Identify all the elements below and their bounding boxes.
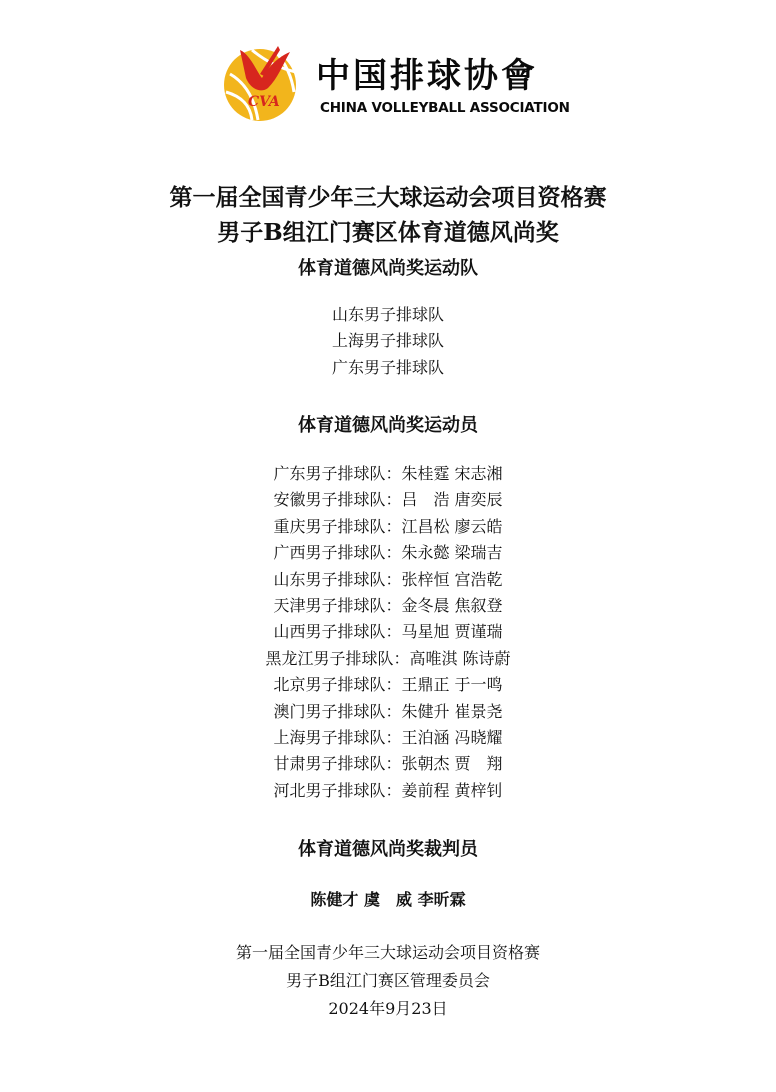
teams-heading: 体育道德风尚奖运动队	[298, 258, 478, 279]
separator: ：	[385, 464, 402, 483]
list-item: 广东男子排球队	[331, 357, 444, 377]
list-item	[0, 593, 776, 619]
team-name: 山西男子排球队	[273, 622, 386, 642]
athlete-names: 江昌松 廖云皓	[401, 516, 503, 536]
athlete-names: 马星旭 贾谨瑞	[401, 622, 503, 642]
separator: ：	[385, 569, 402, 589]
referees-heading: 体育道德风尚奖裁判员	[298, 839, 478, 860]
separator: ：	[385, 516, 402, 536]
separator: ：	[385, 622, 402, 642]
list-item	[0, 619, 776, 645]
team-name: 澳门男子排球队	[273, 701, 386, 721]
team-list	[0, 302, 776, 381]
team-name: 山东男子排球队	[273, 569, 386, 589]
referee-names: 陈健才 虞 威 李昕霖	[310, 890, 466, 909]
association-name-cn: 中国排球协會	[316, 56, 538, 96]
document-title-line2: 男子B组江门赛区体育道德风尚奖	[217, 219, 559, 246]
separator: ：	[385, 490, 402, 510]
list-item	[0, 646, 776, 672]
athlete-names: 朱健升 崔景尧	[401, 701, 503, 721]
list-item	[0, 540, 776, 566]
athlete-names: 张梓恒 宫浩乾	[401, 569, 503, 589]
athlete-names: 金冬晨 焦叙登	[401, 595, 503, 615]
list-item	[0, 672, 776, 698]
list-item	[0, 567, 776, 593]
athlete-names: 姜前程 黄梓钊	[401, 780, 503, 800]
cva-logo	[220, 44, 570, 124]
team-name: 广东男子排球队	[273, 464, 386, 483]
list-item: 山东男子排球队	[331, 305, 444, 324]
team-name: 甘肃男子排球队	[273, 754, 386, 774]
separator: ：	[385, 780, 402, 800]
team-name: 重庆男子排球队	[273, 516, 386, 536]
athlete-names: 高唯淇 陈诗蔚	[409, 648, 511, 668]
separator: ：	[385, 543, 402, 563]
athlete-names: 朱桂霆 宋志湘	[401, 464, 503, 483]
list-item	[0, 461, 776, 487]
team-name: 黑龙江男子排球队	[265, 648, 394, 668]
team-name: 天津男子排球队	[273, 595, 386, 615]
athlete-names: 王鼎正 于一鸣	[401, 675, 503, 695]
separator: ：	[385, 727, 402, 747]
volleyball-emblem-icon	[220, 44, 302, 124]
list-item	[0, 778, 776, 804]
separator: ：	[385, 754, 402, 774]
team-name: 安徽男子排球队	[273, 490, 386, 510]
athlete-names: 朱永懿 梁瑞吉	[401, 543, 503, 563]
separator: ：	[385, 701, 402, 721]
footer-date: 2024年9月23日	[328, 999, 448, 1018]
separator: ：	[393, 648, 410, 668]
document-title-line1: 第一届全国青少年三大球运动会项目资格赛	[169, 184, 607, 211]
separator: ：	[385, 595, 402, 615]
footer-line2: 男子B组江门赛区管理委员会	[286, 971, 490, 990]
team-name: 河北男子排球队	[273, 780, 386, 800]
list-item	[0, 487, 776, 513]
athlete-names: 王泊涵 冯晓耀	[401, 727, 503, 747]
list-item	[0, 751, 776, 777]
list-item: 上海男子排球队	[331, 331, 444, 351]
athlete-names: 吕 浩 唐奕辰	[401, 490, 503, 510]
athlete-names: 张朝杰 贾 翔	[401, 754, 503, 774]
team-name: 广西男子排球队	[273, 543, 386, 563]
list-item	[0, 725, 776, 751]
footer-line1: 第一届全国青少年三大球运动会项目资格赛	[235, 943, 540, 962]
athletes-heading: 体育道德风尚奖运动员	[298, 415, 478, 436]
list-item	[0, 514, 776, 540]
separator: ：	[385, 675, 402, 695]
team-name: 北京男子排球队	[273, 675, 386, 695]
emblem-text: CVA	[248, 94, 280, 110]
association-name-en: CHINA VOLLEYBALL ASSOCIATION	[320, 100, 570, 116]
athlete-list	[0, 461, 776, 804]
list-item	[0, 699, 776, 725]
team-name: 上海男子排球队	[273, 727, 386, 747]
